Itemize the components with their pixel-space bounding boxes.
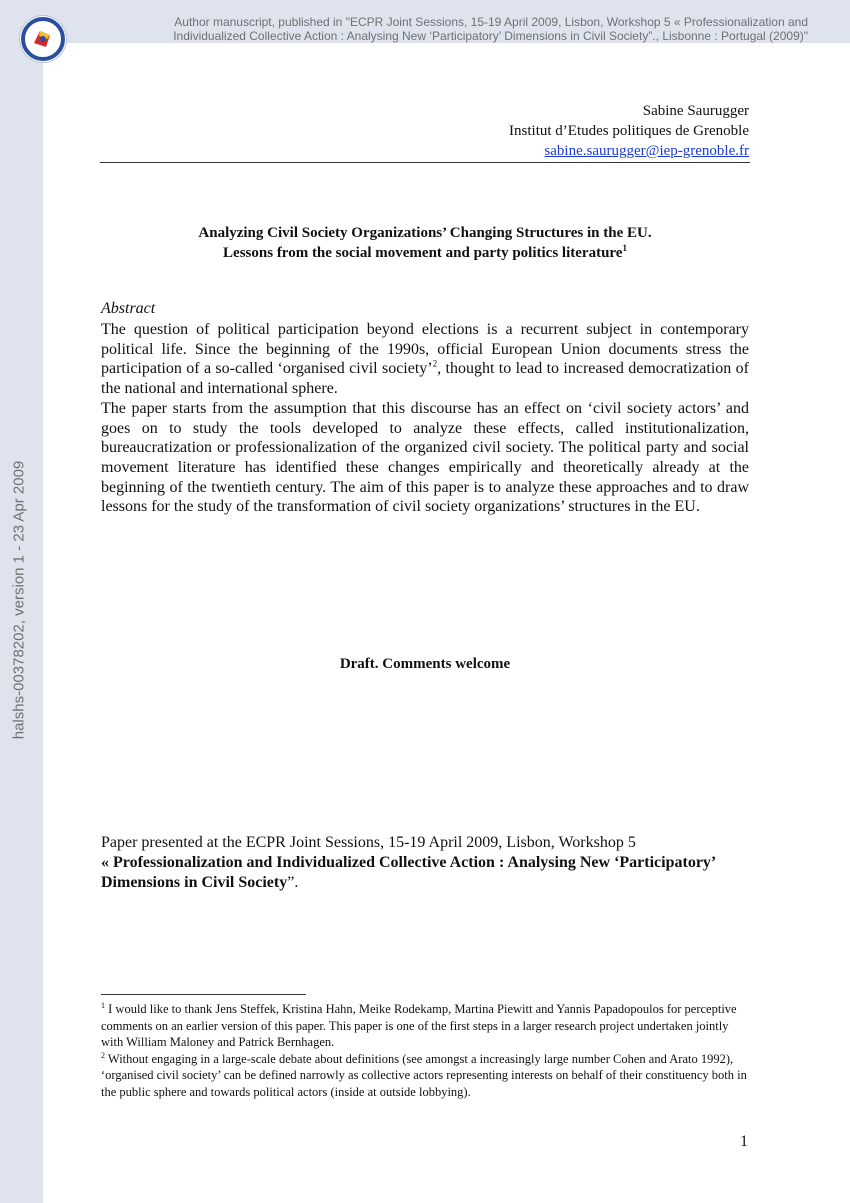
presented-line-1: Paper presented at the ECPR Joint Sessions, 15-19 April 2009, Lisbon, Workshop 5: [101, 834, 636, 851]
hal-logo-icon[interactable]: [20, 16, 66, 62]
author-divider: [100, 162, 750, 163]
abstract-paragraph-1: [101, 320, 749, 399]
title-line-1: Analyzing Civil Society Organizations’ Changing Structures in the EU.: [198, 225, 652, 241]
author-block: [509, 101, 749, 161]
manuscript-note: [80, 15, 808, 43]
footnotes: [101, 1001, 751, 1100]
title-line-2: Lessons from the social movement and party politics literature: [223, 245, 623, 261]
paper-title: [100, 223, 750, 263]
abstract-paragraph-2: The paper starts from the assumption that this discourse has an effect on ‘civil society actors’ and goes on to study the tools developed to analyze these effects, called institutionalization, bureaucratization or professionalization of the organized civil society. The political party and social movement literature has identified these changes empirically and theoretically already at the beginning of the twentieth century. The aim of this paper is to analyze these approaches and to draw lessons for the study of the transformation of civil society organizations’ structures in the EU.: [101, 399, 749, 516]
footnote-2: [101, 1051, 751, 1101]
manuscript-line-1: Author manuscript, published in "ECPR Joint Sessions, 15-19 April 2009, Lisbon, Workshop 5 « Professionalization and: [174, 15, 808, 29]
footnote-divider: [101, 994, 306, 995]
abstract-heading: Abstract: [101, 300, 156, 317]
draft-note: Draft. Comments welcome: [339, 656, 511, 672]
manuscript-line-2: Individualized Collective Action : Analysing New ‘Participatory’ Dimensions in Civil Society”., Lisbonne : Portugal (2009)": [173, 29, 808, 43]
footnote-2-text: Without engaging in a large-scale debate about definitions (see amongst a increasingly large number Cohen and Arato 1992), ‘organised civil society’ can be defined narrowly as collective actors representing interests on behalf of their constituency both in the public sphere and towards political actors (inside at outside lobbying).: [101, 1051, 747, 1099]
footnote-2-marker: 2: [101, 1050, 105, 1060]
abstract-body: [101, 320, 749, 517]
workshop-title: « Professionalization and Individualized Collective Action : Analysing New ‘Participatory’ Dimensions in Civil Society: [101, 854, 716, 891]
page-number: 1: [740, 1133, 748, 1150]
footnote-1-marker: 1: [101, 1000, 105, 1010]
author-name: Sabine Saurugger: [642, 103, 749, 119]
title-footnote-ref[interactable]: 1: [622, 243, 627, 253]
author-institution: Institut d’Etudes politiques de Grenoble: [509, 123, 749, 139]
hal-identifier: halshs-00378202, version 1 - 23 Apr 2009: [10, 460, 28, 740]
footnote-ref-2[interactable]: 2: [432, 359, 438, 370]
footnote-1: [101, 1001, 751, 1051]
abstract-p1-text: The question of political participation beyond elections is a recurrent subject in contemporary political life. Since the beginning of the 1990s, official European Union documents stress the participation of a so-called ‘organised civil society’: [101, 321, 749, 378]
abstract-p1-text-end: , thought to lead to increased democratization of the national and international sphere.: [101, 360, 749, 398]
author-email-link[interactable]: sabine.saurugger@iep-grenoble.fr: [544, 143, 749, 159]
footnote-1-text: I would like to thank Jens Steffek, Kristina Hahn, Meike Rodekamp, Martina Piewitt and Yannis Papadopoulos for perceptive comments on an earlier version of this paper. This paper is one of the first steps in a larger research project undertaken jointly with William Maloney and Patrick Bernhagen.: [101, 1002, 737, 1049]
presented-closing: ”.: [287, 874, 299, 891]
presented-note: [101, 833, 751, 893]
